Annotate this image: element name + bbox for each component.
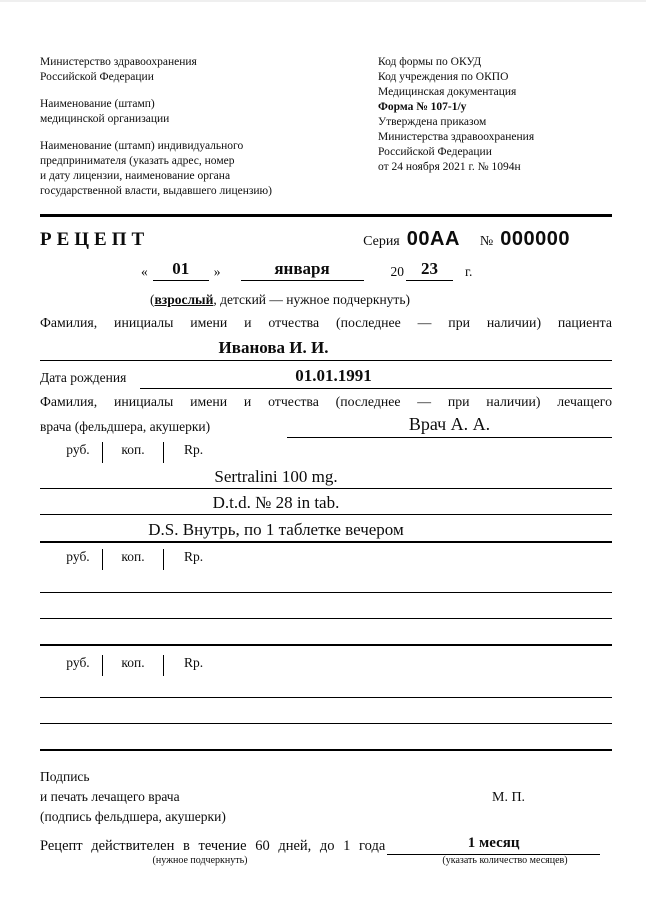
- rx-line-empty: [40, 593, 612, 619]
- age-adult-underlined: взрослый: [154, 291, 214, 307]
- rx-line-text: D.S. Внутрь, по 1 таблетке вечером: [148, 519, 404, 539]
- open-quote: «: [141, 263, 148, 279]
- month-field: января: [241, 257, 364, 281]
- money-header-row: [40, 549, 612, 570]
- okud-code-line: Код формы по ОКУД: [378, 56, 482, 68]
- approved-line: Министерства здравоохранения: [378, 131, 535, 143]
- close-quote: »: [213, 263, 221, 279]
- rub-label: руб.: [66, 654, 90, 670]
- rx-line-text: D.t.d. № 28 in tab.: [212, 492, 340, 512]
- title-row: [40, 228, 612, 256]
- age-suffix: , детский — нужное подчеркнуть): [213, 291, 410, 307]
- rx-line-empty: [40, 698, 612, 724]
- age-category-line: [40, 292, 520, 309]
- form-codes-block: [378, 55, 612, 199]
- rp-label: Rp.: [184, 654, 204, 670]
- form-content: [40, 2, 612, 869]
- rx-line: [40, 463, 612, 489]
- century-prefix: 20: [390, 263, 404, 279]
- underline-hint: (нужное подчеркнуть): [152, 854, 248, 866]
- stamp-place-label: М. П.: [492, 789, 526, 805]
- rx-line-empty: [40, 676, 612, 698]
- form-number-line: Форма № 107-1/у: [378, 101, 467, 113]
- form-header: [40, 2, 612, 199]
- signature-label-line: Подпись: [40, 768, 90, 784]
- entrepreneur-stamp-line: государственной власти, выдавшего лицензию): [40, 185, 272, 197]
- series-block: [363, 228, 612, 251]
- year-field: 23: [406, 257, 453, 281]
- rub-label: руб.: [66, 548, 90, 564]
- okpo-code-line: Код учреждения по ОКПО: [378, 71, 509, 83]
- entrepreneur-stamp-line: и дату лицензии, наименование органа: [40, 170, 231, 182]
- spacer: [40, 127, 378, 139]
- org-stamp-line: Наименование (штамп): [40, 98, 155, 110]
- series-value: 00AA: [406, 227, 460, 250]
- ministry-line: Российской Федерации: [40, 71, 154, 83]
- dob-value: 01.01.1991: [295, 366, 372, 385]
- entrepreneur-stamp-line: Наименование (штамп) индивидуального: [40, 140, 244, 152]
- kop-label: коп.: [121, 548, 145, 564]
- rx-line-empty: [40, 570, 612, 593]
- rx-line-empty: [40, 619, 612, 646]
- patient-name-field: [40, 332, 612, 361]
- months-hint: (указать количество месяцев): [442, 854, 568, 866]
- kop-label: коп.: [121, 654, 145, 670]
- day-field: 01: [153, 257, 209, 281]
- rp-label: Rp.: [184, 441, 204, 457]
- rx-line: [40, 515, 612, 543]
- doctor-name-field: [287, 411, 612, 438]
- patient-fio-label: Фамилия, инициалы имени и отчества (последнее — при наличии) пациента: [40, 314, 612, 330]
- rp-label: Rp.: [184, 548, 204, 564]
- date-row: [141, 256, 612, 281]
- header-divider-rule: [40, 214, 612, 217]
- patient-name-value: Иванова И. И.: [218, 337, 329, 357]
- signature-label-line: и печать лечащего врача: [40, 788, 180, 804]
- form-title: РЕЦЕПТ: [40, 228, 150, 250]
- signature-label-line: (подпись фельдшера, акушерки): [40, 808, 226, 824]
- age-prefix: (: [150, 291, 155, 307]
- rx-section-3: [40, 655, 612, 751]
- number-value: 000000: [500, 227, 570, 250]
- med-doc-line: Медицинская документация: [378, 86, 517, 98]
- kop-label: коп.: [121, 441, 145, 457]
- year-suffix: г.: [465, 263, 473, 279]
- hints-row: [40, 855, 612, 869]
- rx-line-empty: [40, 724, 612, 751]
- validity-months-field: [387, 836, 600, 855]
- rub-label: руб.: [66, 441, 90, 457]
- approved-line: Утверждена приказом: [378, 116, 487, 128]
- dob-field: [140, 361, 612, 390]
- dob-label: Дата рождения: [40, 370, 127, 385]
- order-date-line: от 24 ноября 2021 г. № 1094н: [378, 161, 521, 173]
- rx-section-2: [40, 549, 612, 646]
- entrepreneur-stamp-line: предпринимателя (указать адрес, номер: [40, 155, 235, 167]
- rx-line: [40, 489, 612, 515]
- doctor-row: [40, 411, 612, 438]
- money-header-row: [40, 442, 612, 463]
- signature-block: [40, 767, 612, 827]
- doctor-name-value: Врач А. А.: [408, 413, 491, 434]
- doctor-fio-label-line2: врача (фельдшера, акушерки): [40, 418, 211, 434]
- validity-label: Рецепт действителен в течение 60 дней, до 1 года: [40, 837, 386, 854]
- org-stamp-line: медицинской организации: [40, 113, 170, 125]
- ministry-line: Министерство здравоохранения: [40, 56, 197, 68]
- dob-row: [40, 361, 612, 390]
- issuer-block: [40, 55, 378, 199]
- rx-section-1: [40, 442, 612, 543]
- spacer: [40, 85, 378, 97]
- validity-row: [40, 836, 612, 855]
- validity-months-value: 1 месяц: [467, 834, 520, 851]
- rx-line-text: Sertralini 100 mg.: [214, 466, 338, 486]
- money-header-row: [40, 655, 612, 676]
- number-sign: №: [479, 233, 494, 249]
- approved-line: Российской Федерации: [378, 146, 492, 158]
- doctor-fio-label-line1: Фамилия, инициалы имени и отчества (последнее — при наличии) лечащего: [40, 394, 612, 409]
- series-label: Серия: [363, 233, 400, 249]
